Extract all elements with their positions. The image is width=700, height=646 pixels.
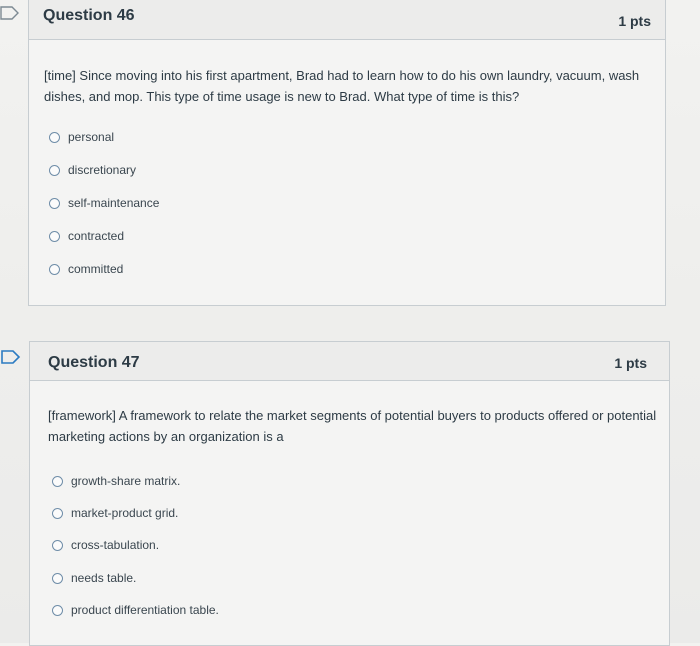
answer-option[interactable] bbox=[49, 195, 159, 228]
answer-option[interactable] bbox=[49, 261, 159, 294]
answer-label: cross-tabulation. bbox=[71, 538, 160, 553]
question-text: [time] Since moving into his first apartment, Brad had to learn how to do his own laundry, vacuum, wash dishes, and mop. This type of time usage is new to Brad. What type of time is this? bbox=[44, 68, 640, 104]
answer-label: contracted bbox=[68, 229, 125, 243]
question-title: Question 46 bbox=[43, 7, 135, 24]
flag-question-icon[interactable] bbox=[0, 6, 20, 20]
question-card bbox=[29, 341, 670, 646]
radio-unchecked-icon[interactable] bbox=[49, 165, 60, 176]
radio-unchecked-icon[interactable] bbox=[52, 573, 63, 584]
answer-label: needs table. bbox=[71, 570, 137, 585]
answer-option[interactable] bbox=[52, 570, 219, 602]
answer-label: growth-share matrix. bbox=[71, 474, 181, 488]
radio-unchecked-icon[interactable] bbox=[49, 231, 60, 242]
answer-label: self-maintenance bbox=[68, 196, 160, 210]
answer-option[interactable] bbox=[52, 505, 219, 537]
question-header bbox=[29, 0, 665, 40]
answer-label: product differentiation table. bbox=[71, 602, 219, 617]
answer-list bbox=[49, 129, 159, 294]
answer-option[interactable] bbox=[49, 129, 159, 162]
radio-unchecked-icon[interactable] bbox=[49, 264, 60, 275]
radio-unchecked-icon[interactable] bbox=[52, 540, 63, 551]
radio-unchecked-icon[interactable] bbox=[49, 198, 60, 209]
question-text: [framework] A framework to relate the market segments of potential buyers to products offered or potential marketing actions by an organization is a bbox=[48, 408, 657, 444]
question-title: Question 47 bbox=[48, 354, 140, 371]
radio-unchecked-icon[interactable] bbox=[52, 476, 63, 487]
radio-unchecked-icon[interactable] bbox=[52, 605, 63, 616]
answer-option[interactable] bbox=[49, 228, 159, 261]
answer-label: personal bbox=[68, 130, 115, 144]
question-points: 1 pts bbox=[614, 355, 647, 371]
answer-option[interactable] bbox=[52, 602, 219, 634]
radio-unchecked-icon[interactable] bbox=[52, 508, 63, 519]
question-points: 1 pts bbox=[618, 13, 651, 29]
answer-label: discretionary bbox=[68, 163, 137, 177]
question-card bbox=[28, 0, 666, 306]
answer-option[interactable] bbox=[49, 162, 159, 195]
answer-list bbox=[52, 473, 219, 634]
answer-label: committed bbox=[68, 262, 124, 276]
answer-option[interactable] bbox=[52, 537, 219, 569]
question-header bbox=[30, 342, 669, 381]
answer-label: market-product grid. bbox=[71, 506, 179, 521]
answer-option[interactable] bbox=[52, 473, 219, 505]
flag-question-icon[interactable] bbox=[1, 350, 21, 364]
radio-unchecked-icon[interactable] bbox=[49, 132, 60, 143]
